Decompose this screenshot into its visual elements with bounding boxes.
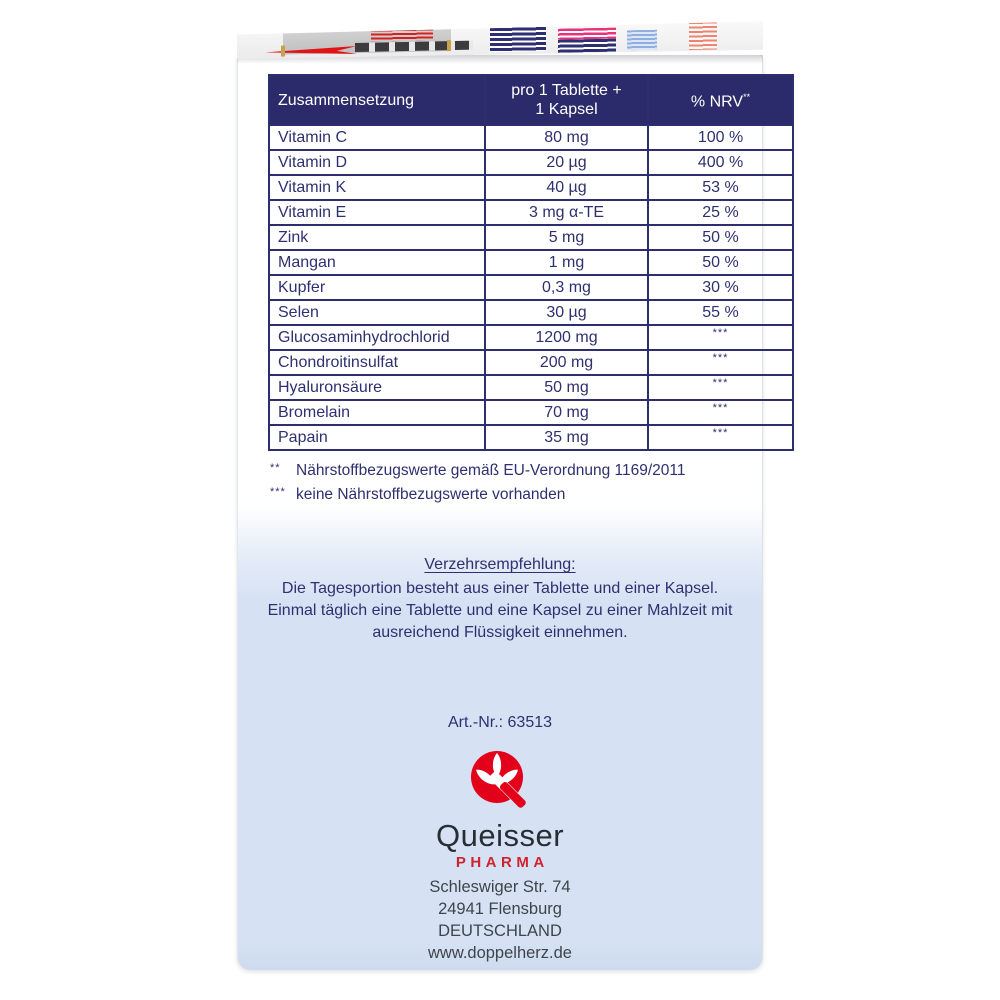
flap-art-red-text bbox=[371, 28, 433, 41]
cell-name: Vitamin C bbox=[269, 125, 485, 150]
table-header-row bbox=[269, 75, 793, 125]
cell-name: Vitamin D bbox=[269, 150, 485, 175]
cell-nrv: *** bbox=[648, 425, 793, 450]
cell-amount: 1200 mg bbox=[485, 325, 648, 350]
flap-art-navy-textblock bbox=[490, 22, 546, 52]
manufacturer-division: PHARMA bbox=[455, 854, 549, 871]
article-number: Art.-Nr.: 63513 bbox=[447, 714, 553, 731]
table-row bbox=[269, 425, 793, 450]
cell-nrv: *** bbox=[648, 375, 793, 400]
table-row bbox=[269, 400, 793, 425]
cell-nrv: 50 % bbox=[648, 225, 793, 250]
address-line: DEUTSCHLAND bbox=[438, 922, 562, 940]
package-top-flap bbox=[237, 17, 763, 59]
composition-table-body bbox=[269, 125, 793, 450]
cell-name: Papain bbox=[269, 425, 485, 450]
table-row bbox=[269, 350, 793, 375]
table-row bbox=[269, 375, 793, 400]
address-line: www.doppelherz.de bbox=[427, 944, 572, 962]
cell-amount: 3 mg α-TE bbox=[485, 200, 648, 225]
table-row bbox=[269, 275, 793, 300]
cell-nrv: 30 % bbox=[648, 275, 793, 300]
cell-nrv: *** bbox=[648, 400, 793, 425]
cell-name: Chondroitinsulfat bbox=[269, 350, 485, 375]
dosage-line: Einmal täglich eine Tablette und eine Kapsel zu einer Mahlzeit mit bbox=[267, 602, 733, 619]
cell-name: Hyaluronsäure bbox=[269, 375, 485, 400]
table-row bbox=[269, 325, 793, 350]
flap-art-gold-tick-right bbox=[447, 40, 451, 51]
queisser-plant-logo-icon bbox=[469, 749, 531, 817]
cell-amount: 1 mg bbox=[485, 250, 648, 275]
dosage-line: ausreichend Flüssigkeit einnehmen. bbox=[372, 624, 628, 641]
cell-name: Bromelain bbox=[269, 400, 485, 425]
col-header-zusammensetzung: Zusammensetzung bbox=[269, 75, 485, 125]
dosage-section bbox=[237, 554, 763, 644]
col-header-nrv: % NRV** bbox=[648, 75, 793, 125]
manufacturer-block bbox=[237, 749, 763, 964]
footnote-no-nrv bbox=[270, 483, 685, 507]
dosage-line: Die Tagesportion besteht aus einer Tablette und einer Kapsel. bbox=[281, 580, 719, 597]
footnote-marker: ** bbox=[270, 462, 281, 474]
table-row bbox=[269, 150, 793, 175]
cell-name: Glucosaminhydrochlorid bbox=[269, 325, 485, 350]
table-row bbox=[269, 200, 793, 225]
cell-name: Zink bbox=[269, 225, 485, 250]
manufacturer-name: Queisser bbox=[435, 818, 565, 853]
table-row bbox=[269, 175, 793, 200]
cell-amount: 30 µg bbox=[485, 300, 648, 325]
cell-nrv: 25 % bbox=[648, 200, 793, 225]
footnotes bbox=[270, 459, 685, 507]
cell-name: Vitamin E bbox=[269, 200, 485, 225]
table-row bbox=[269, 250, 793, 275]
flap-art-gold-tick-left bbox=[281, 46, 285, 57]
cell-nrv: 50 % bbox=[648, 250, 793, 275]
flap-art-salmon-textblock bbox=[689, 21, 717, 50]
cell-amount: 0,3 mg bbox=[485, 275, 648, 300]
cell-nrv: 400 % bbox=[648, 150, 793, 175]
cell-nrv: 100 % bbox=[648, 125, 793, 150]
cell-nrv: *** bbox=[648, 325, 793, 350]
flap-art-dark-text bbox=[355, 41, 473, 52]
cell-name: Vitamin K bbox=[269, 175, 485, 200]
cell-nrv: *** bbox=[648, 350, 793, 375]
cell-amount: 200 mg bbox=[485, 350, 648, 375]
cell-amount: 70 mg bbox=[485, 400, 648, 425]
flap-art-lightblue-textblock bbox=[627, 30, 657, 51]
col-header-portion: pro 1 Tablette + 1 Kapsel bbox=[485, 75, 648, 125]
package-back-panel bbox=[237, 17, 763, 970]
footnote-nrv bbox=[270, 459, 685, 483]
footnote-text: Nährstoffbezugswerte gemäß EU-Verordnung 1169/2011 bbox=[296, 462, 686, 479]
cell-amount: 50 mg bbox=[485, 375, 648, 400]
composition-table bbox=[268, 74, 794, 451]
cell-nrv: 55 % bbox=[648, 300, 793, 325]
cell-amount: 5 mg bbox=[485, 225, 648, 250]
table-row bbox=[269, 125, 793, 150]
panel-face bbox=[237, 55, 763, 970]
cell-amount: 80 mg bbox=[485, 125, 648, 150]
dosage-heading: Verzehrsempfehlung: bbox=[424, 556, 576, 573]
cell-amount: 20 µg bbox=[485, 150, 648, 175]
cell-name: Selen bbox=[269, 300, 485, 325]
footnote-marker: *** bbox=[270, 486, 286, 498]
flap-art-pink-navy-textblock bbox=[558, 28, 616, 53]
cell-nrv: 53 % bbox=[648, 175, 793, 200]
cell-amount: 35 mg bbox=[485, 425, 648, 450]
cell-name: Kupfer bbox=[269, 275, 485, 300]
footnote-text: keine Nährstoffbezugswerte vorhanden bbox=[296, 486, 566, 503]
manufacturer-address bbox=[237, 876, 763, 964]
table-row bbox=[269, 300, 793, 325]
cell-amount: 40 µg bbox=[485, 175, 648, 200]
cell-name: Mangan bbox=[269, 250, 485, 275]
address-line: Schleswiger Str. 74 bbox=[429, 878, 571, 896]
address-line: 24941 Flensburg bbox=[438, 900, 562, 918]
table-row bbox=[269, 225, 793, 250]
